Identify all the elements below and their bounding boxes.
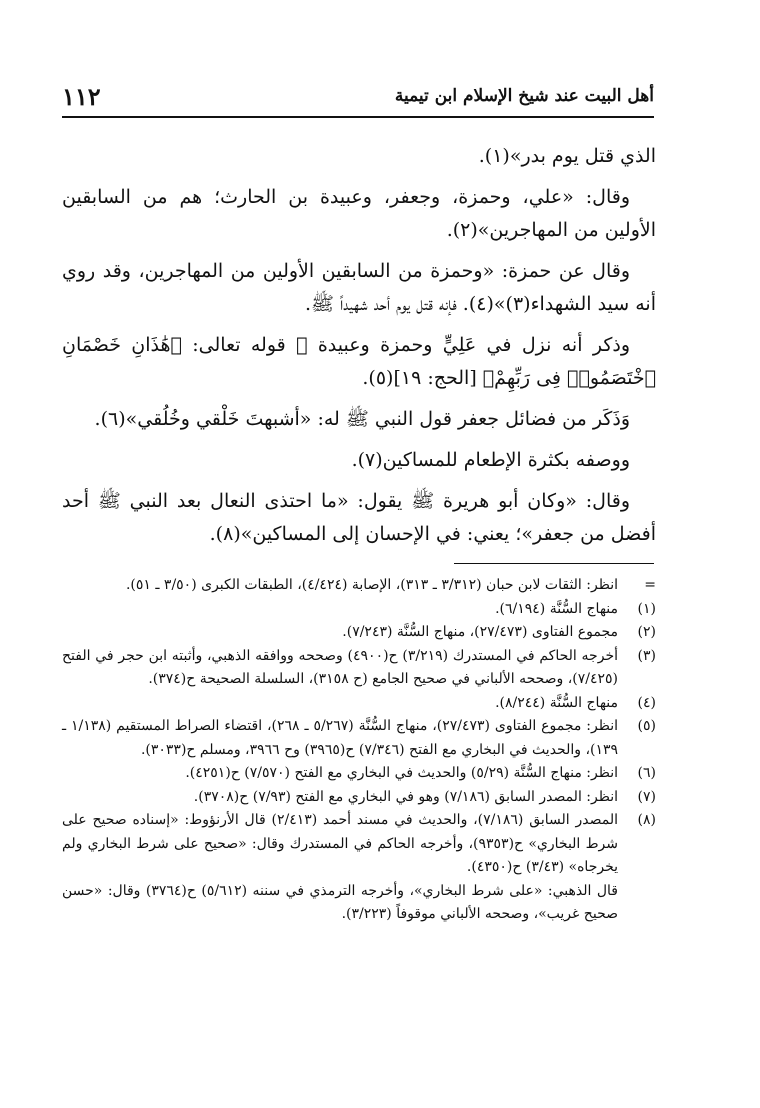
footnote-text: أخرجه الحاكم في المستدرك (٣/٢١٩) ح(٤٩٠٠) وصححه ووافقه الذهبي، وأثبته ابن حجر في الفتح (٧/٤٢٥)، وصححه الألباني في صحيح الجامع (ح ٣١٥٨)، السلسلة الصحيحة ح(٣٧٤). bbox=[62, 647, 618, 687]
footnote-text: منهاج السُّنَّة (٨/٢٤٤). bbox=[495, 694, 618, 711]
footnote-number: (٦) bbox=[637, 765, 656, 781]
footnote-separator bbox=[454, 563, 654, 564]
footnote-continued bbox=[62, 574, 656, 598]
footnote-number: (٨) bbox=[637, 812, 656, 828]
footnote-8 bbox=[62, 809, 656, 880]
paragraph-7: وقال: «وكان أبو هريرة ﷺ يقول: «ما احتذى النعال بعد النبي ﷺ أحد أفضل من جعفر»؛ يعني: في الإحسان إلى المساكين»(٨). bbox=[62, 490, 656, 545]
footnote-text: انظر: الثقات لابن حبان (٣/٣١٢ ـ ٣١٣)، الإصابة (٤/٤٢٤)، الطبقات الكبرى (٣/٥٠ ـ ٥١). bbox=[125, 577, 618, 593]
paragraph-2: وقال: «علي، وحمزة، وجعفر، وعبيدة بن الحارث؛ هم من السابقين الأولين من المهاجرين»(٢). bbox=[62, 186, 656, 241]
footnote-number: (٧) bbox=[637, 788, 656, 805]
footnote-text: مجموع الفتاوى (٢٧/٤٧٣)، منهاج السُّنَّة (٧/٢٤٣). bbox=[342, 624, 618, 640]
footnote-text: المصدر السابق (٧/١٨٦)، والحديث في مسند أحمد (٢/٤١٣) قال الأرنؤوط: «إسناده صحيح على شرط البخاري» ح(٩٣٥٣)، وأخرجه الحاكم في المستدرك وقال: «صحيح على شرط البخاري ولم يخرجاه» (٣/٤٣) ح(٤٣٥٠). bbox=[62, 812, 618, 875]
footnote-text: انظر: منهاج السُّنَّة (٥/٢٩) والحديث في البخاري مع الفتح (٧/٥٧٠) ح(٤٢٥١). bbox=[185, 765, 618, 781]
footnote-number: (٢) bbox=[637, 624, 656, 640]
footnote-number: (٤) bbox=[637, 694, 656, 711]
footnotes bbox=[62, 574, 656, 927]
paragraph-5: وَذَكَر من فضائل جعفر قول النبي ﷺ له: «أشبهتَ خَلْقي وخُلُقي»(٦). bbox=[94, 408, 630, 430]
running-title: أهل البيت عند شيخ الإسلام ابن تيمية bbox=[394, 86, 654, 106]
footnote-number: (٣) bbox=[637, 647, 656, 664]
footnote-7 bbox=[62, 786, 656, 810]
footnote-marker: = bbox=[644, 577, 656, 593]
footnote-8-continuation: قال الذهبي: «على شرط البخاري»، وأخرجه الترمذي في سننه (٥/٦١٢) ح(٣٧٦٤) وقال: «حسن صحيح غريب»، وصححه الألباني موقوفاً (٣/٢٢٣). bbox=[62, 882, 618, 922]
footnote-4 bbox=[62, 692, 656, 716]
paragraph-1: الذي قتل يوم بدر»(١). bbox=[478, 145, 656, 167]
page-header bbox=[62, 76, 654, 118]
footnote-5 bbox=[62, 715, 656, 762]
footnote-text: انظر: المصدر السابق (٧/١٨٦) وهو في البخاري مع الفتح (٧/٩٣) ح(٣٧٠٨). bbox=[193, 788, 618, 805]
paragraph-4: وذكر أنه نزل في عَلِيٍّ وحمزة وعبيدة ﷺ قوله تعالى: ﴿هَٰذَانِ خَصْمَانِ ٱخْتَصَمُوا۟ فِى رَبِّهِمْ﴾ [الحج: ١٩](٥). bbox=[62, 334, 656, 389]
footnote-6 bbox=[62, 762, 656, 786]
footnote-text: منهاج السُّنَّة (٦/١٩٤). bbox=[495, 600, 618, 617]
footnote-3 bbox=[62, 645, 656, 692]
footnote-number: (٥) bbox=[637, 718, 656, 734]
footnote-1 bbox=[62, 598, 656, 622]
page-number: ١١٢ bbox=[62, 82, 101, 111]
footnote-number: (١) bbox=[637, 600, 656, 617]
footnote-text: انظر: مجموع الفتاوى (٢٧/٤٧٣)، منهاج السُّنَّة (٥/٢٦٧ ـ ٢٦٨)، اقتضاء الصراط المستقيم (١/١٣٨ ـ ١٣٩)، والحديث في البخاري مع الفتح (٧/٣٤٦) ح(٣٩٦٥) وح ٣٩٦٦، ومسلم ح(٣٠٣٣). bbox=[62, 718, 618, 758]
footnote-2 bbox=[62, 621, 656, 645]
paragraph-6: ووصفه بكثرة الإطعام للمساكين(٧). bbox=[351, 449, 630, 471]
paragraph-3: وقال عن حمزة: «وحمزة من السابقين الأولين من المهاجرين، وقد روي أنه سيد الشهداء(٣)»(٤). فإنه قتل يوم أحد شهيداً ﷺ. bbox=[62, 260, 656, 315]
main-text bbox=[62, 140, 656, 559]
